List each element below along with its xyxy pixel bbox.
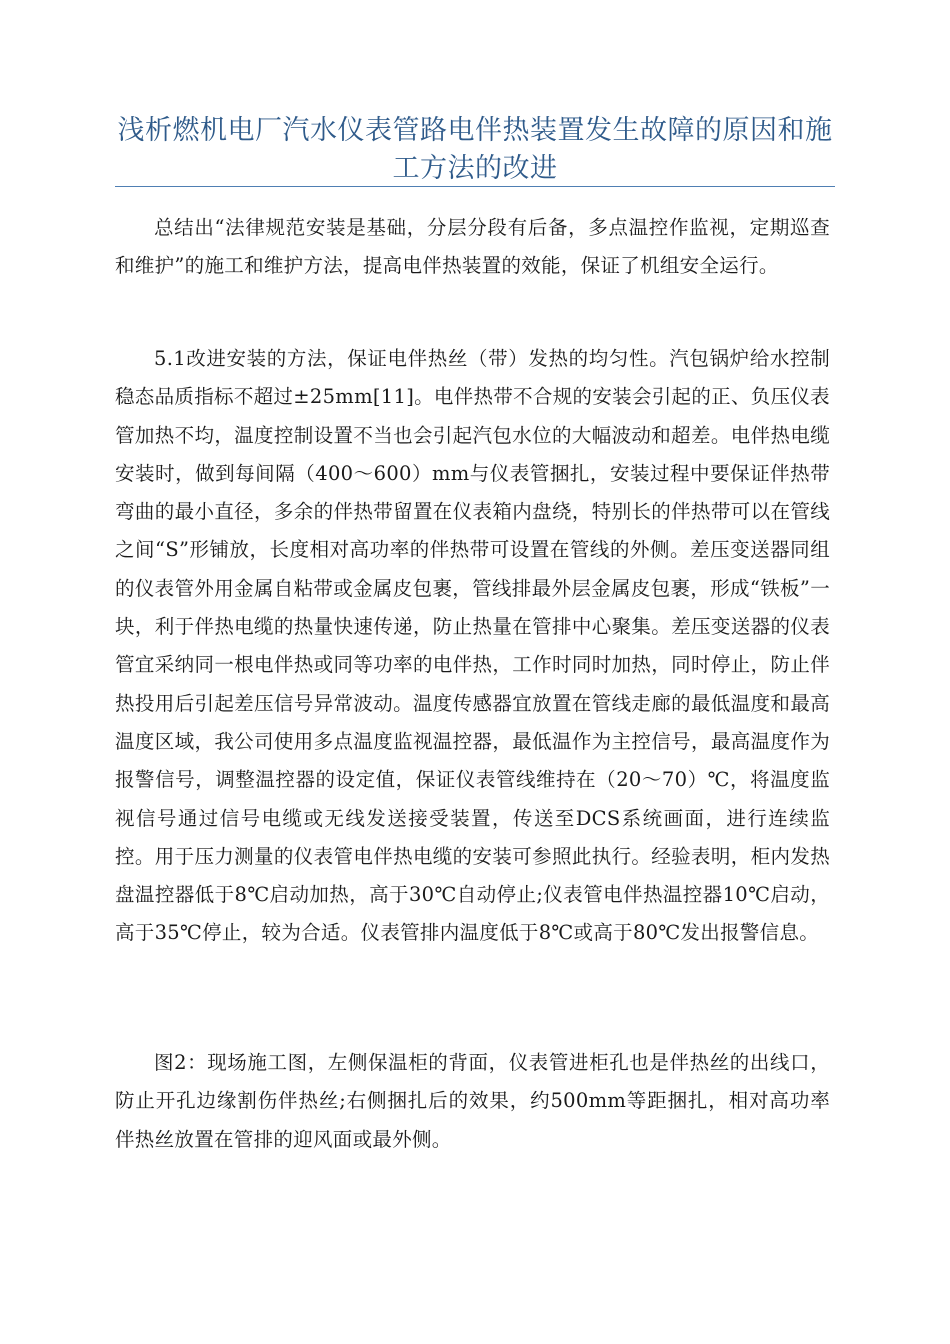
title-underline-divider bbox=[115, 186, 835, 187]
title-block bbox=[115, 112, 835, 188]
paragraph-figure-2-caption: 图2：现场施工图，左侧保温柜的背面，仪表管进柜孔也是伴热丝的出线口，防止开孔边缘割伤伴热丝;右侧捆扎后的效果，约500mm等距捆扎，相对高功率伴热丝放置在管排的迎风面或最外侧。 bbox=[115, 1051, 830, 1151]
paragraph-section-5-1: 5.1改进安装的方法，保证电伴热丝（带）发热的均匀性。汽包锅炉给水控制稳态品质指标不超过±25mm[11]。电伴热带不合规的安装会引起的正、负压仪表管加热不均，温度控制设置不当也会引起汽包水位的大幅波动和超差。电伴热电缆安装时，做到每间隔（400～600）mm与仪表管捆扎，安装过程中要保证伴热带弯曲的最小直径，多余的伴热带留置在仪表箱内盘绕，特别长的伴热带可以在管线之间“S”形铺放，长度相对高功率的伴热带可设置在管线的外侧。差压变送器同组的仪表管外用金属自粘带或金属皮包裹，管线排最外层金属皮包裹，形成“铁板”一块，利于伴热电缆的热量快速传递，防止热量在管排中心聚集。差压变送器的仪表管宜采纳同一根电伴热或同等功率的电伴热，工作时同时加热，同时停止，防止伴热投用后引起差压信号异常波动。温度传感器宜放置在管线走廊的最低温度和最高温度区域，我公司使用多点温度监视温控器，最低温作为主控信号，最高温度作为报警信号，调整温控器的设定值，保证仪表管线维持在（20～70）℃，将温度监视信号通过信号电缆或无线发送接受装置，传送至DCS系统画面，进行连续监控。用于压力测量的仪表管电伴热电缆的安装可参照此执行。经验表明，柜内发热盘温控器低于8℃启动加热，高于30℃自动停止;仪表管电伴热温控器10℃启动，高于35℃停止，较为合适。仪表管排内温度低于8℃或高于80℃发出报警信息。 bbox=[115, 347, 830, 945]
paragraph-summary: 总结出“法律规范安装是基础，分层分段有后备，多点温控作监视，定期巡查和维护”的施工和维护方法，提高电伴热装置的效能，保证了机组安全运行。 bbox=[115, 216, 830, 278]
document-title: 浅析燃机电厂汽水仪表管路电伴热装置发生故障的原因和施工方法的改进 bbox=[117, 115, 833, 184]
